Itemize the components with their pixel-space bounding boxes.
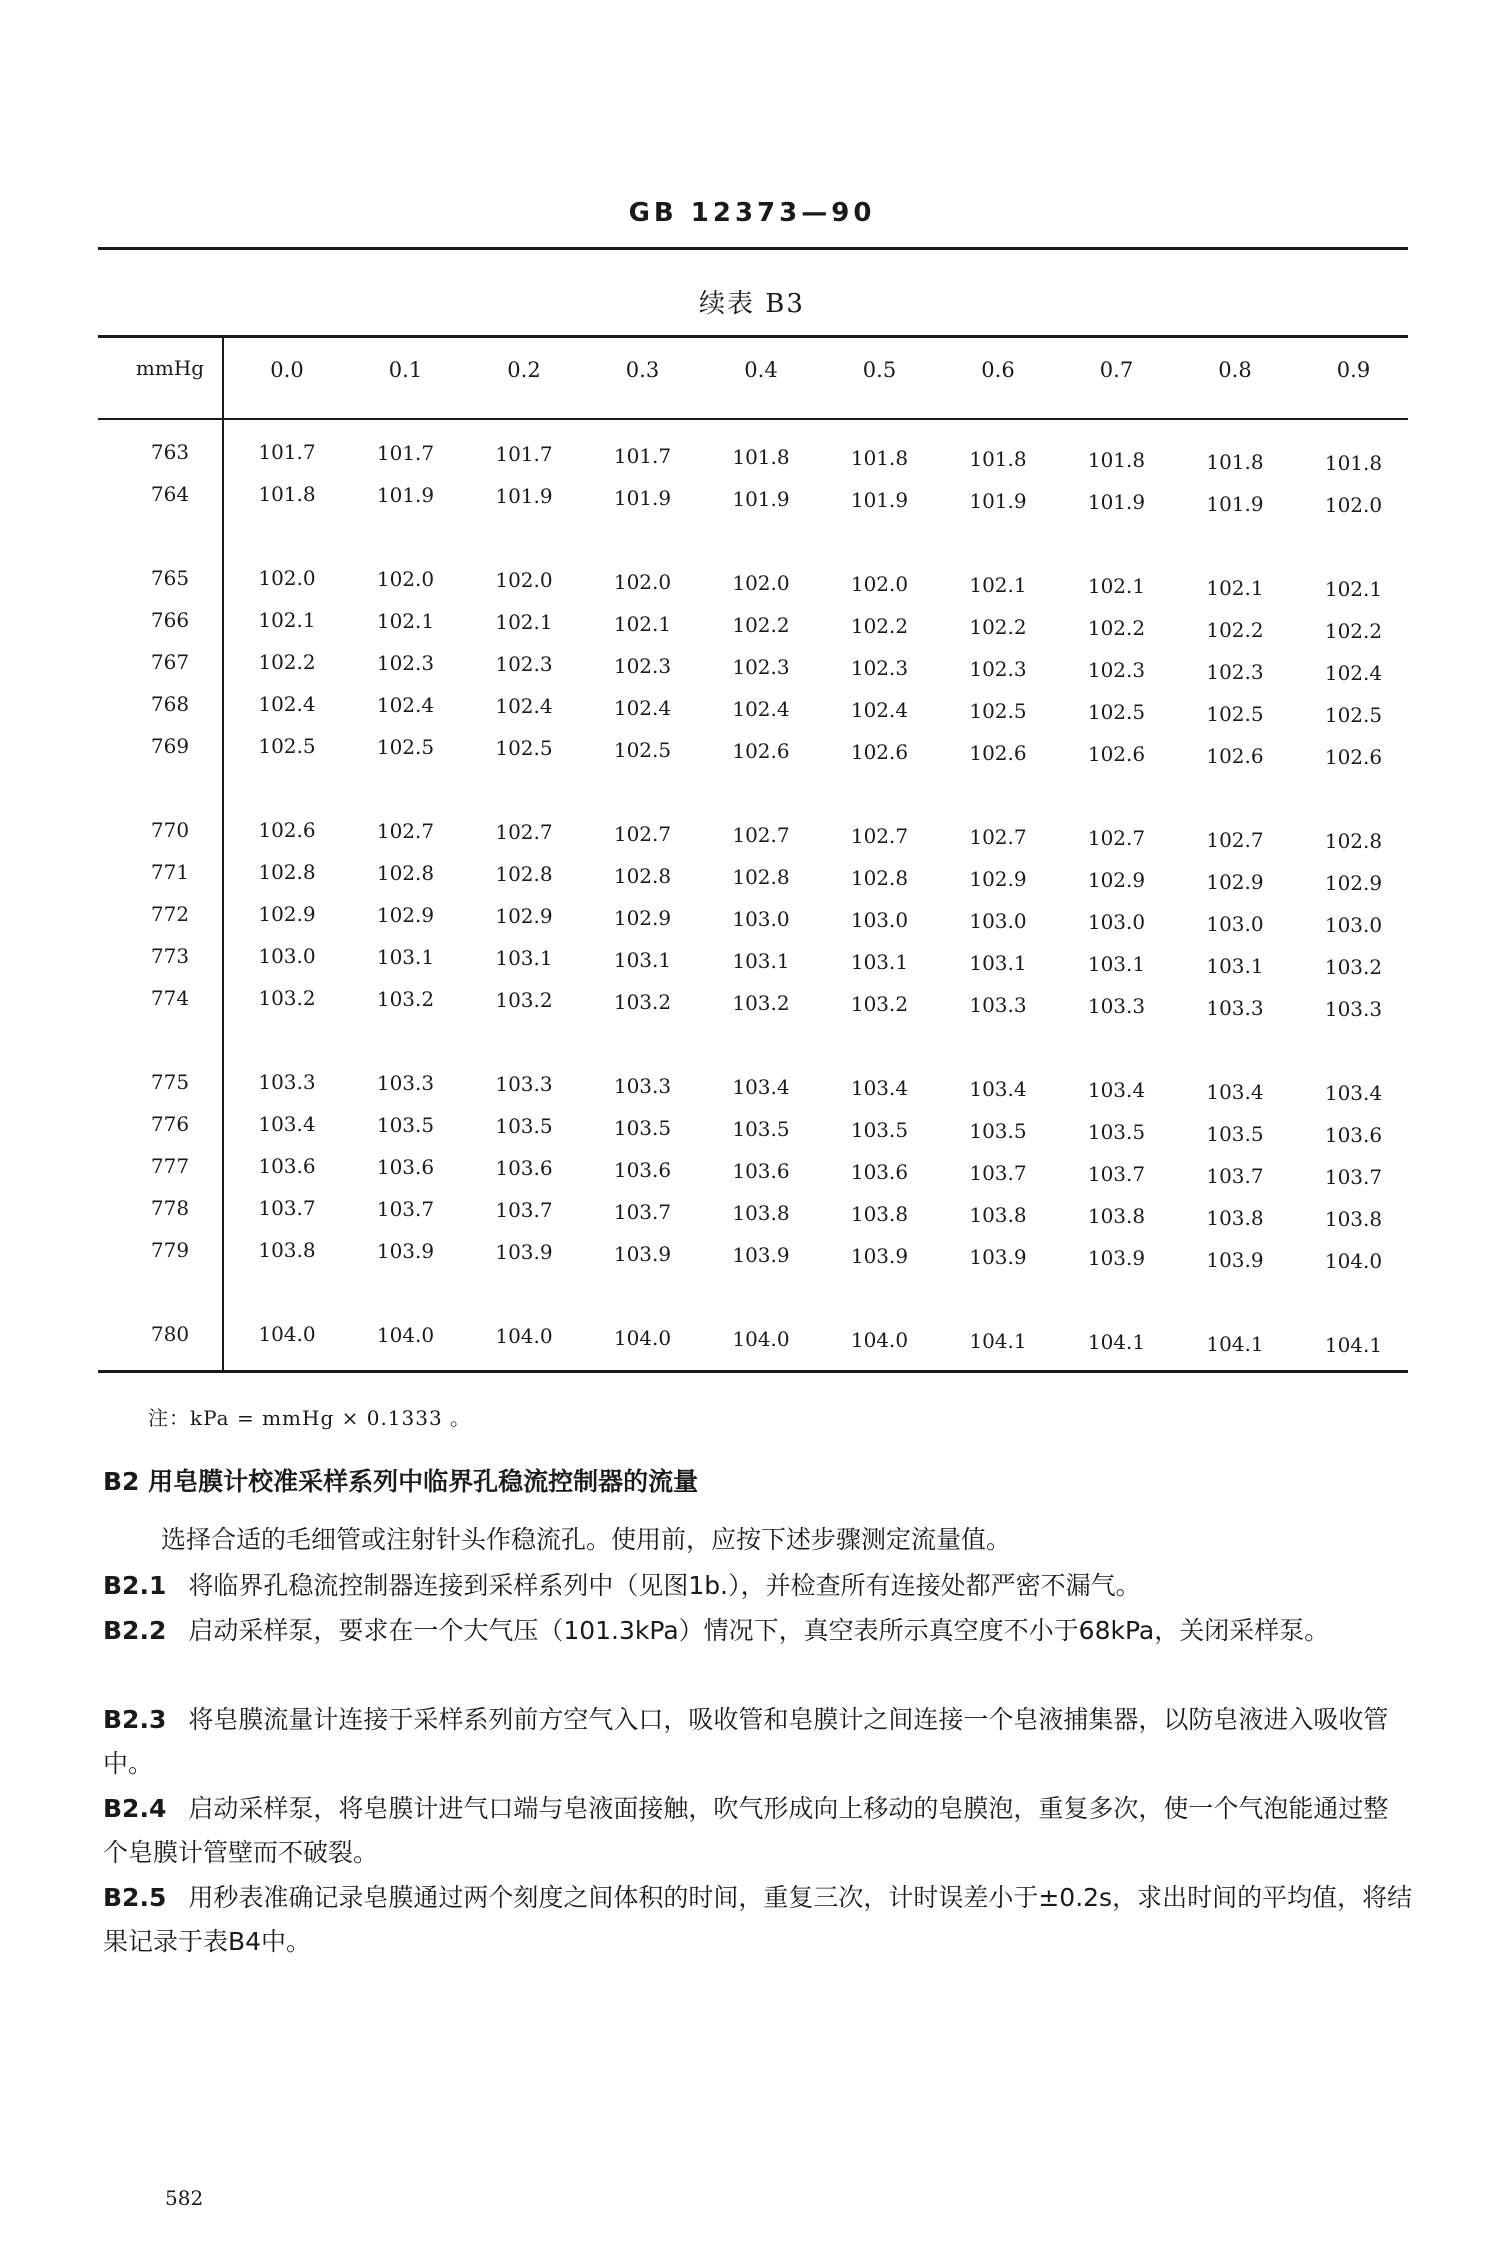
table-cell: 102.6 [1087,742,1146,767]
table-cell: 102.2 [969,615,1027,640]
page-number: 582 [165,2186,204,2210]
table-cell: 104.0 [376,1323,435,1348]
row-label: 780 [150,1322,190,1346]
row-label: 764 [150,482,190,506]
table-cell: 102.5 [1206,701,1264,726]
table-cell: 102.3 [495,652,553,677]
table-top-rule [98,335,1408,338]
table-cell: 103.6 [258,1154,316,1178]
table-cell: 101.9 [850,488,909,512]
table-cell: 103.4 [1324,1080,1383,1105]
row-label: 770 [150,818,190,842]
table-note: 注：kPa = mmHg × 0.1333 。 [148,1406,472,1430]
table-cell: 102.8 [376,861,435,886]
table-cell: 102.7 [1206,827,1264,852]
column-header: 0.6 [981,358,1015,382]
column-header: 0.7 [1099,358,1134,382]
table-cell: 103.0 [1206,911,1264,936]
table-cell: 103.2 [1324,954,1383,979]
table-cell: 101.8 [1087,448,1146,473]
table-cell: 103.1 [732,948,790,973]
table-cell: 102.9 [1206,869,1264,894]
table-cell: 101.9 [1087,490,1146,515]
table-cell: 103.6 [613,1157,672,1182]
table-cell: 101.8 [850,446,909,470]
table-cell: 103.8 [1087,1204,1146,1229]
table-cell: 103.2 [376,987,435,1012]
table-cell: 102.6 [732,738,790,763]
step-item [103,1564,1413,1608]
row-label: 775 [150,1070,190,1094]
table-cell: 102.4 [850,698,909,722]
table-cell: 101.9 [1206,491,1264,516]
table-cell: 103.4 [1206,1079,1264,1104]
table-cell: 102.0 [1324,492,1383,517]
row-label: 779 [150,1238,190,1262]
table-cell: 103.8 [850,1202,909,1226]
column-header: 0.2 [507,358,541,382]
row-label: 766 [150,608,190,632]
table-cell: 103.9 [1206,1247,1264,1272]
table-cell: 102.0 [732,570,790,595]
table-cell: 101.8 [258,482,316,506]
table-cell: 103.9 [732,1242,790,1267]
table-cell: 104.0 [732,1326,790,1351]
step-number: B2.2 [103,1616,167,1645]
table-cell: 102.3 [613,653,672,678]
table-cell: 101.8 [1206,449,1264,474]
table-cell: 103.7 [1324,1164,1383,1189]
table-cell: 102.4 [495,694,553,719]
table-cell: 103.0 [1087,910,1146,935]
table-cell: 102.2 [1324,618,1383,643]
table-cell: 103.9 [495,1240,553,1265]
step-item [103,1876,1413,1964]
column-header: 0.9 [1336,358,1371,382]
table-cell: 103.4 [258,1112,316,1136]
column-header: 0.3 [625,358,660,382]
table-cell: 104.0 [850,1328,909,1352]
table-cell: 103.2 [613,989,672,1014]
table-cell: 104.1 [1087,1330,1146,1355]
table-title: 续表 B3 [699,289,805,319]
table-cell: 102.1 [376,609,435,634]
table-cell: 102.4 [613,695,672,720]
table-cell: 102.9 [376,903,435,928]
table-cell: 102.7 [969,825,1027,850]
table-cell: 103.6 [732,1158,790,1183]
row-label: 773 [150,944,190,968]
table-cell: 102.1 [969,573,1027,598]
table-cell: 102.5 [1324,702,1383,727]
table-bottom-rule [98,1370,1408,1373]
table-cell: 102.3 [1206,659,1264,684]
row-label: 767 [150,650,190,674]
table-cell: 102.7 [732,822,790,847]
table-cell: 103.4 [969,1077,1027,1102]
table-cell: 102.8 [1324,828,1383,853]
table-cell: 102.0 [258,566,316,590]
row-label: 765 [150,566,190,590]
table-cell: 103.1 [1087,952,1146,977]
table-cell: 103.2 [850,992,909,1016]
table-cell: 103.9 [376,1239,435,1264]
column-header: 0.4 [744,358,778,382]
row-label: 768 [150,692,190,716]
table-cell: 103.7 [1087,1162,1146,1187]
step-text: 将皂膜流量计连接于采样系列前方空气入口，吸收管和皂膜计之间连接一个皂液捕集器，以防皂液进入吸收管中。 [103,1705,1389,1778]
table-cell: 103.0 [732,906,790,931]
step-number: B2.3 [103,1705,167,1734]
table-cell: 102.7 [376,819,435,844]
row-label: 771 [150,860,190,884]
standard-number: GB 12373—90 [628,198,876,228]
table-cell: 103.1 [969,951,1027,976]
step-text: 将临界孔稳流控制器连接到采样系列中（见图1b.），并检查所有连接处都严密不漏气。 [188,1571,1141,1600]
table-cell: 104.1 [1206,1331,1264,1356]
step-item [103,1787,1413,1875]
table-cell: 103.8 [1206,1205,1264,1230]
table-cell: 104.1 [1324,1332,1383,1357]
table-cell: 102.0 [495,568,553,593]
header-rule [98,247,1408,250]
table-cell: 102.9 [495,904,553,929]
table-cell: 102.1 [1087,574,1146,599]
table-cell: 102.4 [258,692,316,716]
table-header-rule [98,418,1408,420]
table-cell: 103.8 [969,1203,1027,1228]
table-cell: 102.8 [613,863,672,888]
table-cell: 103.5 [1087,1120,1146,1145]
table-cell: 104.1 [969,1329,1027,1354]
table-cell: 102.2 [1087,616,1146,641]
table-cell: 103.3 [969,993,1027,1018]
table-cell: 103.9 [1087,1246,1146,1271]
table-cell: 103.6 [495,1156,553,1181]
table-cell: 103.8 [1324,1206,1383,1231]
table-cell: 102.0 [850,572,909,596]
table-cell: 102.8 [850,866,909,890]
table-cell: 103.2 [495,988,553,1013]
table-cell: 102.1 [495,610,553,635]
table-cell: 103.7 [969,1161,1027,1186]
table-cell: 101.7 [613,443,672,468]
table-cell: 103.1 [613,947,672,972]
step-text: 用秒表准确记录皂膜通过两个刻度之间体积的时间，重复三次，计时误差小于±0.2s，求出时间的平均值，将结果记录于表B4中。 [103,1883,1413,1956]
table-cell: 101.8 [1324,450,1383,475]
table-cell: 103.4 [850,1076,909,1100]
table-cell: 103.2 [732,990,790,1015]
table-cell: 102.8 [258,860,316,884]
table-cell: 102.5 [258,734,316,758]
table-cell: 102.3 [1087,658,1146,683]
table-cell: 102.6 [1206,743,1264,768]
table-cell: 102.7 [613,821,672,846]
table-cell: 103.0 [1324,912,1383,937]
step-text: 启动采样泵，将皂膜计进气口端与皂液面接触，吹气形成向上移动的皂膜泡，重复多次，使一个气泡能通过整个皂膜计管壁而不破裂。 [103,1794,1389,1867]
table-cell: 102.0 [613,569,672,594]
row-label: 777 [150,1154,190,1178]
row-label: 769 [150,734,190,758]
table-cell: 103.3 [376,1071,435,1096]
row-label: 772 [150,902,190,926]
table-cell: 102.5 [1087,700,1146,725]
table-cell: 103.9 [613,1241,672,1266]
table-cell: 102.4 [376,693,435,718]
table-cell: 101.8 [732,444,790,469]
table-cell: 102.7 [495,820,553,845]
table-cell: 102.6 [969,741,1027,766]
table-cell: 102.1 [258,608,316,632]
table-cell: 101.8 [969,447,1027,472]
table-cell: 103.5 [969,1119,1027,1144]
table-cell: 102.9 [969,867,1027,892]
table-cell: 102.2 [732,612,790,637]
table-cell: 102.8 [732,864,790,889]
table-cell: 101.9 [732,486,790,511]
table-cell: 103.6 [850,1160,909,1184]
table-cell: 102.2 [258,650,316,674]
table-cell: 101.7 [258,440,316,464]
table-cell: 102.1 [1324,576,1383,601]
table-cell: 103.3 [258,1070,316,1094]
table-cell: 102.7 [1087,826,1146,851]
table-cell: 102.8 [495,862,553,887]
table-cell: 102.2 [1206,617,1264,642]
table-cell: 103.9 [969,1245,1027,1270]
table-cell: 103.5 [613,1115,672,1140]
table-cell: 102.7 [850,824,909,848]
table-cell: 103.9 [850,1244,909,1268]
table-cell: 102.5 [969,699,1027,724]
table-cell: 102.1 [1206,575,1264,600]
table-cell: 101.9 [969,489,1027,514]
table-cell: 103.0 [969,909,1027,934]
section-title: B2 用皂膜计校准采样系列中临界孔稳流控制器的流量 [103,1467,699,1496]
table-cell: 102.5 [613,737,672,762]
table-cell: 103.1 [376,945,435,970]
table-cell: 103.0 [258,944,316,968]
table-cell: 103.5 [732,1116,790,1141]
column-header: 0.1 [388,358,423,382]
table-cell: 101.7 [376,441,435,466]
table-column-divider [222,338,224,1370]
table-cell: 102.6 [258,818,316,842]
table-cell: 102.2 [850,614,909,638]
section-intro: 选择合适的毛细管或注射针头作稳流孔。使用前，应按下述步骤测定流量值。 [161,1525,1012,1554]
table-cell: 102.4 [732,696,790,721]
table-cell: 103.5 [850,1118,909,1142]
row-label: 778 [150,1196,190,1220]
table-cell: 104.0 [1324,1248,1383,1273]
row-label: 776 [150,1112,190,1136]
table-cell: 103.7 [258,1196,316,1220]
table-cell: 103.8 [732,1200,790,1225]
column-header: 0.8 [1218,358,1252,382]
step-text: 启动采样泵，要求在一个大气压（101.3kPa）情况下，真空表所示真空度不小于68kPa，关闭采样泵。 [188,1616,1330,1645]
table-cell: 103.3 [495,1072,553,1097]
table-cell: 102.1 [613,611,672,636]
table-cell: 102.9 [258,902,316,926]
table-cell: 103.3 [1206,995,1264,1020]
table-cell: 101.9 [495,484,553,509]
table-cell: 103.2 [258,986,316,1010]
table-cell: 103.7 [613,1199,672,1224]
table-cell: 102.3 [969,657,1027,682]
table-cell: 102.0 [376,567,435,592]
row-label: 774 [150,986,190,1010]
table-cell: 103.6 [1324,1122,1383,1147]
step-number: B2.1 [103,1571,167,1600]
table-cell: 103.3 [1087,994,1146,1019]
table-cell: 103.5 [1206,1121,1264,1146]
table-cell: 103.8 [258,1238,316,1262]
table-cell: 103.1 [495,946,553,971]
unit-header: mmHg [135,356,205,380]
step-number: B2.5 [103,1883,167,1912]
table-cell: 103.3 [1324,996,1383,1021]
table-cell: 103.7 [376,1197,435,1222]
row-label: 763 [150,440,190,464]
step-item [103,1698,1413,1786]
step-item [103,1609,1413,1653]
table-cell: 102.3 [732,654,790,679]
table-cell: 103.4 [732,1074,790,1099]
table-cell: 102.9 [1324,870,1383,895]
table-cell: 103.3 [613,1073,672,1098]
table-cell: 103.5 [495,1114,553,1139]
table-cell: 102.4 [1324,660,1383,685]
table-cell: 103.5 [376,1113,435,1138]
table-cell: 102.3 [850,656,909,680]
table-cell: 103.0 [850,908,909,932]
table-cell: 103.6 [376,1155,435,1180]
table-cell: 103.4 [1087,1078,1146,1103]
table-cell: 104.0 [613,1325,672,1350]
table-cell: 102.9 [613,905,672,930]
table-cell: 102.5 [495,736,553,761]
table-cell: 101.9 [613,485,672,510]
step-number: B2.4 [103,1794,167,1823]
table-cell: 104.0 [258,1322,316,1346]
table-cell: 101.7 [495,442,553,467]
table-cell: 104.0 [495,1324,553,1349]
table-cell: 102.6 [1324,744,1383,769]
table-cell: 102.3 [376,651,435,676]
table-cell: 102.9 [1087,868,1146,893]
table-cell: 103.7 [1206,1163,1264,1188]
table-cell: 102.6 [850,740,909,764]
table-cell: 103.7 [495,1198,553,1223]
table-cell: 102.5 [376,735,435,760]
table-cell: 101.9 [376,483,435,508]
column-header: 0.0 [270,358,304,382]
column-header: 0.5 [862,358,897,382]
table-cell: 103.1 [1206,953,1264,978]
table-cell: 103.1 [850,950,909,974]
